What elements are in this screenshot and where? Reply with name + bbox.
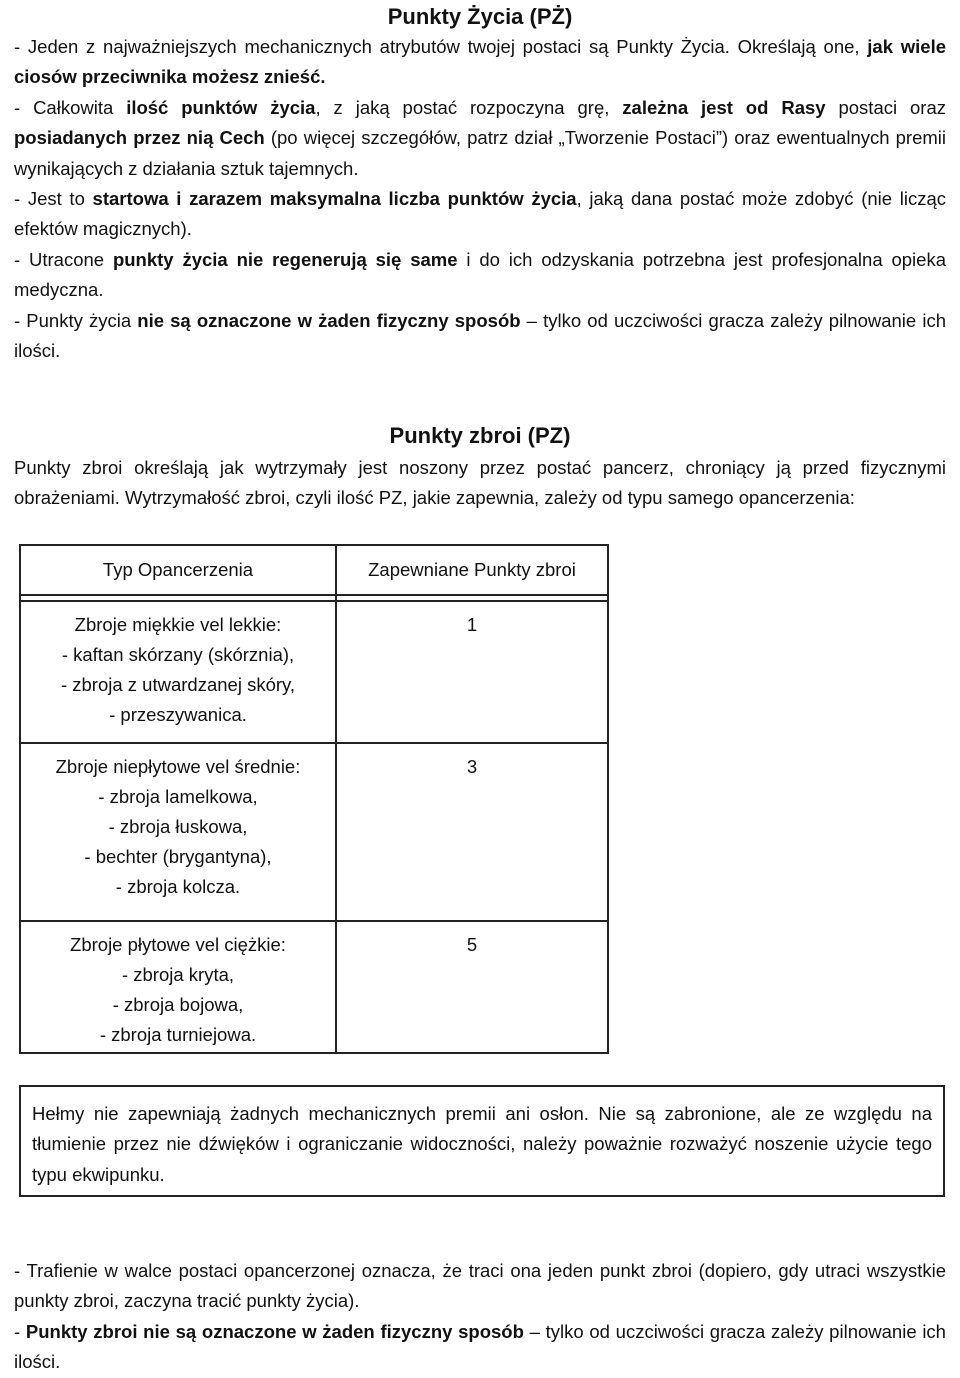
armor-type-line: Zbroje niepłytowe vel średnie: <box>55 756 301 777</box>
bold-text: Punkty zbroi nie są oznaczone w żaden fizyczny sposób <box>25 1320 524 1342</box>
text: , z jaką postać rozpoczyna grę, <box>315 96 623 118</box>
armor-rule-1: - Trafienie w walce postaci opancerzonej oznacza, że traci ona jeden punkt zbroi (dopiero, gdy utraci wszystkie punkty zbroi, zaczyna tracić punkty życia). <box>14 1260 946 1312</box>
bold-text: zależna jest od Rasy <box>622 96 826 118</box>
armor-type-line: - zbroja bojowa, <box>112 994 244 1015</box>
bold-text: posiadanych przez nią Cech <box>14 127 265 149</box>
armor-points-cell: 3 <box>336 743 608 921</box>
armor-type-line: - zbroja łuskowa, <box>108 816 248 837</box>
armor-type-cell <box>20 743 336 921</box>
life-paragraph-4 <box>14 245 946 306</box>
armor-type-line: - kaftan skórzany (skórznia), <box>61 644 295 665</box>
armor-type-line: - zbroja turniejowa. <box>99 1024 257 1045</box>
armor-type-line: Zbroje miękkie vel lekkie: <box>74 614 282 635</box>
armor-type-line: - zbroja z utwardzanej skóry, <box>60 674 296 695</box>
bold-text: jak wiele ciosów przeciwnika możesz znieść. <box>14 36 946 88</box>
text: - <box>14 1320 26 1342</box>
armor-type-line: - zbroja kolcza. <box>115 876 241 897</box>
text: (po więcej szczegółów, patrz dział „Tworzenie Postaci”) oraz ewentualnych premii wynikających z działania sztuk tajemnych. <box>14 127 947 179</box>
text: - Jeden z najważniejszych mechanicznych atrybutów twojej postaci są Punkty Życia. Określają one, <box>14 36 868 57</box>
text: postaci oraz <box>825 96 946 118</box>
text: - Punkty życia <box>14 309 138 331</box>
life-paragraph-5 <box>14 306 946 367</box>
text: – tylko od uczciwości gracza zależy pilnowanie ich ilości. <box>14 1320 946 1373</box>
table-row <box>20 601 608 743</box>
bold-text: punkty życia nie regenerują się same <box>112 248 458 270</box>
armor-points-cell: 1 <box>336 601 608 743</box>
text: i do ich odzyskania potrzebna jest profesjonalna opieka medyczna. <box>14 248 946 301</box>
bold-text: ilość punktów życia <box>126 96 316 118</box>
armor-type-cell <box>20 921 336 1053</box>
text: - Jest to <box>14 188 93 210</box>
armor-intro-paragraph: Punkty zbroi określają jak wytrzymały jest noszony przez postać pancerz, chroniący ją przed fizycznymi obrażeniami. Wytrzymałość zbroi, czyli ilość PZ, jakie zapewnia, zależy od typu samego opancerzenia: <box>14 457 946 508</box>
document-page <box>14 0 947 1373</box>
life-points-section <box>14 0 946 366</box>
text: - Całkowita <box>14 96 127 118</box>
text: – tylko od uczciwości gracza zależy pilnowanie ich ilości. <box>14 309 946 362</box>
bold-text: nie są oznaczone w żaden fizyczny sposób <box>137 309 521 331</box>
armor-points-cell: 5 <box>336 921 608 1053</box>
helmet-note-box: Hełmy nie zapewniają żadnych mechanicznych premii ani osłon. Nie są zabronione, ale ze względu na tłumienie przez nie dźwięków i ograniczanie widoczności, należy poważnie rozważyć noszenie użycie tego typu ekwipunku. <box>19 1085 945 1197</box>
table-row <box>20 921 608 1053</box>
armor-type-line: - bechter (brygantyna), <box>84 846 272 867</box>
life-paragraph-3 <box>14 184 946 245</box>
bold-text: startowa i zarazem maksymalna liczba punktów życia <box>92 188 577 210</box>
armor-rule-2 <box>14 1317 946 1378</box>
life-paragraph-2 <box>14 93 946 184</box>
armor-type-line: - zbroja lamelkowa, <box>98 786 258 807</box>
armor-points-title: Punkty zbroi (PZ) <box>389 423 571 448</box>
life-paragraph-1 <box>14 32 946 93</box>
armor-type-line: - zbroja kryta, <box>121 964 235 985</box>
table-row <box>20 743 608 921</box>
life-points-title: Punkty Życia (PŻ) <box>387 4 573 29</box>
column-header-points: Zapewniane Punkty zbroi <box>336 545 608 595</box>
armor-type-line: Zbroje płytowe vel ciężkie: <box>70 934 286 955</box>
armor-type-line: - przeszywanica. <box>109 704 247 725</box>
armor-table <box>19 544 609 1054</box>
column-header-type: Typ Opancerzenia <box>20 545 336 595</box>
armor-rules-section <box>14 1256 946 1378</box>
text: , jaką dana postać może zdobyć (nie licząc efektów magicznych). <box>14 188 946 240</box>
armor-table-header <box>20 545 608 595</box>
armor-type-cell <box>20 601 336 743</box>
text: - Utracone <box>14 248 113 270</box>
